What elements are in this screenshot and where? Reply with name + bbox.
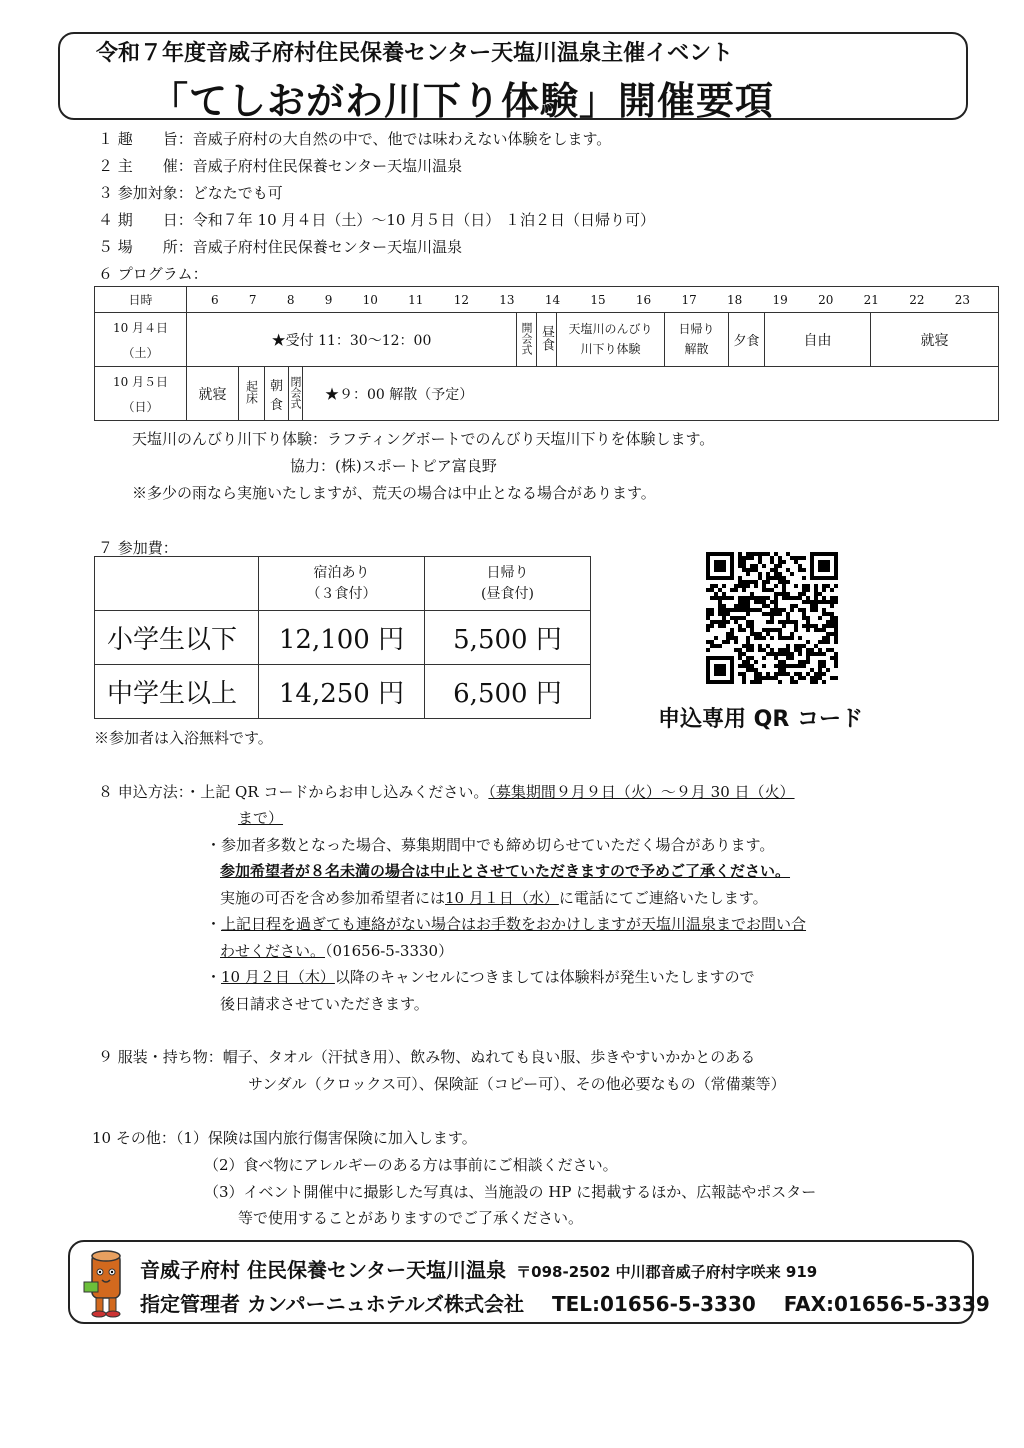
- hour-label: 7: [248, 292, 257, 307]
- apply-cancel-date: 10 月２日（木）: [221, 968, 335, 986]
- apply-period-end: まで）: [238, 809, 284, 827]
- hour-label: 14: [544, 292, 561, 307]
- day1-rafting: 天塩川のんびり川下り体験: [557, 313, 665, 367]
- apply-phone: （01656-5-3330）: [325, 942, 454, 960]
- fee-row1-label: 小学生以下: [95, 611, 259, 665]
- fee-label: ７ 参加費：: [98, 539, 178, 557]
- day1-free: 自由: [765, 313, 871, 367]
- day2-wake-cell: [239, 367, 265, 421]
- fee-corner: [95, 557, 259, 611]
- fee-row1-stay: 12,100 円: [259, 611, 425, 665]
- apply-billing-note: 後日請求させていただきます。: [220, 995, 429, 1013]
- apply-method: ８ 申込方法：・上記 QR コードからお申し込みください。: [98, 783, 489, 801]
- hour-label: 22: [909, 292, 925, 307]
- fee-row-elementary: [95, 611, 591, 665]
- apply-phone-line: [220, 940, 453, 961]
- hour-label: 11: [408, 292, 424, 307]
- fee-table: [94, 556, 591, 719]
- hour-label: 15: [590, 292, 606, 307]
- fee-header-stay: [259, 557, 425, 611]
- apply-full-note: ・参加者多数となった場合、募集期間中でも締め切らせていただく場合があります。: [206, 836, 775, 854]
- apply-inquiry-text: 上記日程を過ぎても連絡がない場合はお手数をおかけしますが天塩川温泉までお問い合: [221, 915, 807, 933]
- fee-header-day: [425, 557, 591, 611]
- event-subtitle: 令和７年度音威子府村住民保養センター天塩川温泉主催イベント: [96, 41, 734, 66]
- hour-label: 16: [635, 292, 652, 307]
- day2-date: 10 月５日: [112, 374, 169, 389]
- apply-period: （募集期間９月９日（火）～９月 30 日（火）: [488, 783, 795, 801]
- apply-cancel-line: [206, 966, 755, 987]
- footer-address: 〒098-2502 中川郡音威子府村字咲来 919: [516, 1263, 818, 1281]
- apply-inquiry-line: [206, 913, 806, 934]
- fee-header-day-l2: (昼食付): [481, 585, 534, 602]
- day2-sleep: 就寝: [187, 367, 239, 421]
- day1-lunch-cell: [537, 313, 557, 367]
- hour-label: 21: [863, 292, 879, 307]
- apply-contact-line: [220, 887, 768, 908]
- apply-line1: [98, 781, 795, 802]
- other-line1: 10 その他：（1）保険は国内旅行傷害保険に加入します。: [92, 1129, 477, 1147]
- apply-contact-post: に電話にてご連絡いたします。: [558, 889, 768, 907]
- day2-closing-cell: [289, 367, 303, 421]
- hour-label: 20: [818, 292, 834, 307]
- clothing-line1: ９ 服装・持ち物：帽子、タオル（汗拭き用）、飲み物、ぬれても良い服、歩きやすいかかとのある: [98, 1048, 756, 1066]
- schedule-hours: [187, 287, 999, 313]
- other-line3: （3）イベント開催中に撮影した写真は、当施設の HP に掲載するほか、広報誌やポスター: [204, 1183, 817, 1201]
- hour-label: 23: [954, 292, 971, 307]
- footer-org-line: [140, 1254, 817, 1283]
- note-weather: ※多少の雨なら実施いたしますが、荒天の場合は中止となる場合があります。: [132, 484, 656, 502]
- day1-lunch: 昼食: [539, 325, 554, 351]
- note-cooperation: 協力：(株)スポートピア富良野: [290, 457, 497, 475]
- item-organizer: ２ 主 催：音威子府村住民保養センター天塩川温泉: [98, 157, 463, 175]
- fee-row2-label: 中学生以上: [95, 665, 259, 719]
- day2-dismiss: ★９：00 解散（予定）: [303, 367, 999, 421]
- schedule-day1-row: [95, 313, 999, 367]
- apply-inquiry-end: わせください。: [220, 942, 326, 960]
- day1-daytrip: 日帰り解散: [665, 313, 729, 367]
- day2-wake: 起床: [244, 380, 259, 404]
- hour-label: 12: [453, 292, 469, 307]
- hour-label: 19: [772, 292, 788, 307]
- hour-label: 18: [727, 292, 743, 307]
- hour-label: 6: [211, 292, 219, 307]
- item-place: ５ 場 所：音威子府村住民保養センター天塩川温泉: [98, 238, 463, 256]
- day2-weekday: （日）: [122, 399, 159, 414]
- hour-labels: [187, 293, 998, 307]
- schedule-day2-row: [95, 367, 999, 421]
- item-purpose: １ 趣 旨：音威子府村の大自然の中で、他では味わえない体験をします。: [98, 130, 612, 148]
- note-rafting: 天塩川のんびり川下り体験：ラフティングボートでのんびり天塩川下りを体験します。: [132, 430, 715, 448]
- clothing-line2: サンダル（クロックス可）、保険証（コピー可）、その他必要なもの（常備薬等）: [248, 1075, 786, 1093]
- footer-contact-line: [140, 1288, 990, 1317]
- apply-minimum-note: 参加希望者が８名未満の場合は中止とさせていただきますので予めご了承ください。: [220, 862, 791, 880]
- day1-date-cell: [95, 313, 187, 367]
- hour-label: 17: [681, 292, 697, 307]
- schedule-header-label: 日時: [95, 287, 187, 313]
- qr-code-label: 申込専用 QR コード: [658, 707, 863, 732]
- apply-contact-pre: 実施の可否を含め参加希望者には: [220, 889, 446, 907]
- day1-opening: 開会式: [520, 321, 533, 355]
- fee-row2-day: 6,500 円: [425, 665, 591, 719]
- other-line2: （2）食べ物にアレルギーのある方は事前にご相談ください。: [204, 1156, 618, 1174]
- footer-org: 音威子府村 住民保養センター天塩川温泉: [140, 1258, 507, 1282]
- schedule-table: [94, 286, 999, 421]
- hour-label: 8: [286, 292, 295, 307]
- day1-sleep: 就寝: [871, 313, 999, 367]
- fee-header-row: [95, 557, 591, 611]
- apply-contact-date: 10 月１日（水）: [445, 889, 559, 907]
- day2-breakfast: 朝食: [265, 367, 289, 421]
- fee-header-day-l1: 日帰り: [486, 564, 529, 581]
- qr-code-image[interactable]: [706, 552, 838, 684]
- footer-fax: FAX:01656-5-3339: [783, 1292, 990, 1316]
- footer-manager: 指定管理者 カンパーニュホテルズ株式会社: [140, 1292, 524, 1316]
- footer-tel[interactable]: TEL:01656-5-3330: [551, 1292, 756, 1316]
- other-line4: 等で使用することがありますのでご了承ください。: [238, 1209, 584, 1227]
- day1-opening-cell: [517, 313, 537, 367]
- hour-label: 9: [324, 292, 333, 307]
- schedule-header-row: [95, 287, 999, 313]
- day2-date-cell: [95, 367, 187, 421]
- mascot-icon: [78, 1248, 134, 1320]
- item-target: ３ 参加対象：どなたでも可: [98, 184, 283, 202]
- day1-reception: ★受付 11：30～12：00: [187, 313, 517, 367]
- apply-cancel-bullet: ・: [206, 968, 222, 986]
- day2-closing: 閉会式: [289, 375, 302, 409]
- fee-row2-stay: 14,250 円: [259, 665, 425, 719]
- day1-dinner: 夕食: [729, 313, 765, 367]
- hour-label: 13: [499, 292, 515, 307]
- apply-inquiry-bullet: ・: [206, 915, 222, 933]
- fee-header-stay-l1: 宿泊あり: [313, 564, 370, 581]
- apply-cancel-text: 以降のキャンセルにつきましては体験料が発生いたしますので: [334, 968, 755, 986]
- item-date: ４ 期 日：令和７年 10 月４日（土）～10 月５日（日） １泊２日（日帰り可）: [98, 211, 656, 229]
- day1-weekday: （土）: [122, 345, 159, 360]
- hour-label: 10: [362, 292, 378, 307]
- fee-row1-day: 5,500 円: [425, 611, 591, 665]
- page-title: 「てしおがわ川下り体験」開催要項: [150, 79, 775, 123]
- item-program: ６ プログラム：: [98, 265, 208, 283]
- fee-row-junior: [95, 665, 591, 719]
- day1-date: 10 月４日: [112, 320, 169, 335]
- fee-header-stay-l2: （３食付）: [306, 585, 377, 602]
- fee-note: ※参加者は入浴無料です。: [94, 729, 273, 747]
